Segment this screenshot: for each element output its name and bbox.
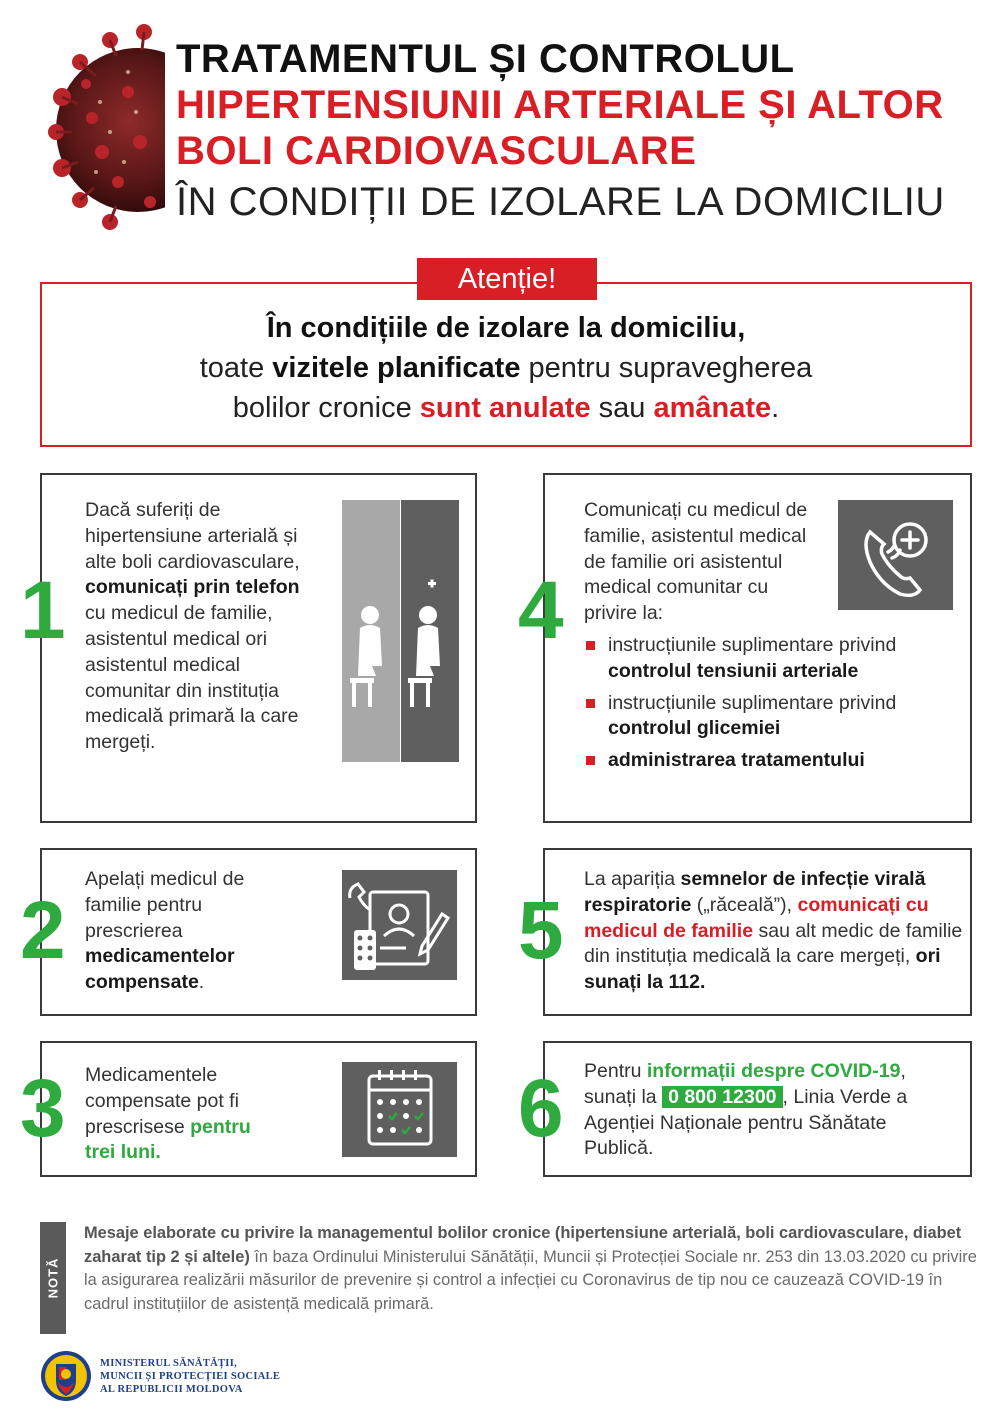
nota-tab — [40, 1222, 66, 1334]
title-line-3: BOLI CARDIOVASCULARE — [176, 129, 697, 173]
title-line-4: ÎN CONDIȚII DE IZOLARE LA DOMICILIU — [176, 180, 945, 224]
card-2-number: 2 — [20, 885, 66, 976]
card-1-number: 1 — [20, 565, 66, 656]
card-2-text-bold: medicamentelor compensate — [85, 945, 235, 994]
card-3-text — [85, 1063, 285, 1166]
attention-cancelled: sunt anulate — [419, 392, 591, 424]
green-line-phone[interactable]: 0 800 12300 — [662, 1086, 782, 1108]
attention-postponed: amânate — [653, 392, 772, 424]
card-4-bullet-3-bold: administrarea tratamentului — [608, 749, 865, 772]
card-1-text-pre: Dacă suferiți de hipertensiune arterială și alte boli cardiovasculare, — [85, 499, 300, 573]
card-6-t1: Pentru — [584, 1060, 647, 1082]
card-5-text — [584, 867, 964, 996]
card-2-text-pre: Apelați medicul de familie pentru prescrierea — [85, 868, 245, 942]
poster-title — [176, 36, 976, 230]
nota-text — [84, 1222, 979, 1316]
card-4-intro: Comunicați cu medicul de familie, asistentul medical de familie ori asistentul medical comunitar cu privire la: — [584, 499, 808, 625]
card-3-text-pre: Medicamentele compensate pot fi prescrisese — [85, 1064, 239, 1138]
card-5-t3: („răceală”), — [691, 893, 798, 916]
nota-bold: Mesaje elaborate cu privire la managementul bolilor cronice (hipertensiune arterială, boli cardiovasculare, diabet zaharat tip 2 și altele) — [84, 1224, 962, 1266]
attention-line-3-mid: sau — [590, 392, 654, 424]
card-5-number: 5 — [518, 885, 564, 976]
moldova-crest-icon — [40, 1348, 92, 1404]
ministry-line-1: MINISTERUL SĂNĂTĂȚII, — [100, 1358, 238, 1369]
phone-medical-icon — [838, 500, 953, 610]
title-line-1: TRATAMENTUL ȘI CONTROLUL — [176, 37, 795, 81]
card-5-t5: sau alt medic de familie din instituția medicală la care mergeți, — [584, 919, 963, 968]
ministry-name — [100, 1357, 280, 1396]
card-3-text-green: pentru trei luni. — [85, 1115, 251, 1164]
card-4-bullet-3 — [584, 748, 954, 774]
card-4-bullet-1-bold: controlul tensiunii arteriale — [608, 659, 859, 682]
nota-label: NOTĂ — [45, 1257, 61, 1299]
attention-text — [42, 308, 970, 428]
attention-line-3-end: . — [771, 392, 780, 424]
attention-label: Atenție! — [417, 258, 597, 300]
card-6-t2: informații despre COVID-19 — [646, 1060, 901, 1082]
card-5-t6: ori sunați la 112. — [584, 945, 941, 994]
card-6-number: 6 — [518, 1063, 564, 1154]
card-4-number: 4 — [518, 565, 564, 656]
nota-rest: în baza Ordinului Ministerului Sănătății, Muncii și Protecției Sociale nr. 253 din 13.03.2020 cu privire la asigurarea realizării măsurilor de prevenire și control a infecției cu Coronavirus de tip nou ce cauzează COVID-19 în cadrul instituțiilor de asistență medicală primară. — [84, 1247, 977, 1313]
attention-line-1: În condițiile de izolare la domiciliu, — [266, 312, 746, 344]
card-5-t1: La apariția — [584, 868, 681, 890]
card-6-t3: , sunați la — [584, 1060, 906, 1108]
card-2-text-post: . — [198, 971, 205, 994]
card-6-t4: , Linia Verde a Agenției Naționale pentru Sănătate Publică. — [584, 1085, 908, 1160]
card-6-text — [584, 1059, 954, 1162]
ministry-line-2: MUNCII ȘI PROTECȚIEI SOCIALE — [100, 1371, 281, 1382]
card-1-text-post: cu medicul de familie, asistentul medical ori asistentul medical comunitar din instituția medicală primară la care mergeți. — [85, 602, 299, 754]
card-2-text — [85, 867, 295, 996]
card-5-t2: semnelor de infecție virală respiratorie — [584, 868, 926, 916]
patients-waiting-icon — [342, 500, 459, 762]
coronavirus-illustration — [40, 22, 165, 237]
card-4-bullet-2-bold: controlul glicemiei — [608, 717, 781, 740]
prescription-icon — [342, 870, 457, 980]
title-line-2: HIPERTENSIUNII ARTERIALE ȘI ALTOR — [176, 83, 944, 127]
attention-line-2-suffix: pentru supravegherea — [520, 352, 813, 384]
card-4-bullet-2 — [584, 691, 954, 743]
card-1-text-bold: comunicați prin telefon — [85, 576, 300, 599]
card-4-bullet-list — [584, 633, 954, 774]
attention-line-2-prefix: toate — [199, 352, 273, 384]
ministry-line-3: AL REPUBLICII MOLDOVA — [100, 1384, 243, 1395]
attention-line-3-prefix: bolilor cronice — [232, 392, 420, 424]
card-3-number: 3 — [20, 1063, 66, 1154]
card-4-bullet-2-pre: instrucțiunile suplimentare privind — [608, 691, 897, 714]
card-4-bullet-1 — [584, 633, 954, 685]
calendar-icon — [342, 1062, 457, 1157]
card-1-text — [85, 498, 315, 756]
card-4-bullet-1-pre: instrucțiunile suplimentare privind — [608, 633, 897, 656]
card-5-t4: comunicați cu medicul de familie — [584, 893, 929, 942]
attention-box — [40, 282, 972, 447]
attention-line-2-bold: vizitele planificate — [272, 352, 521, 384]
